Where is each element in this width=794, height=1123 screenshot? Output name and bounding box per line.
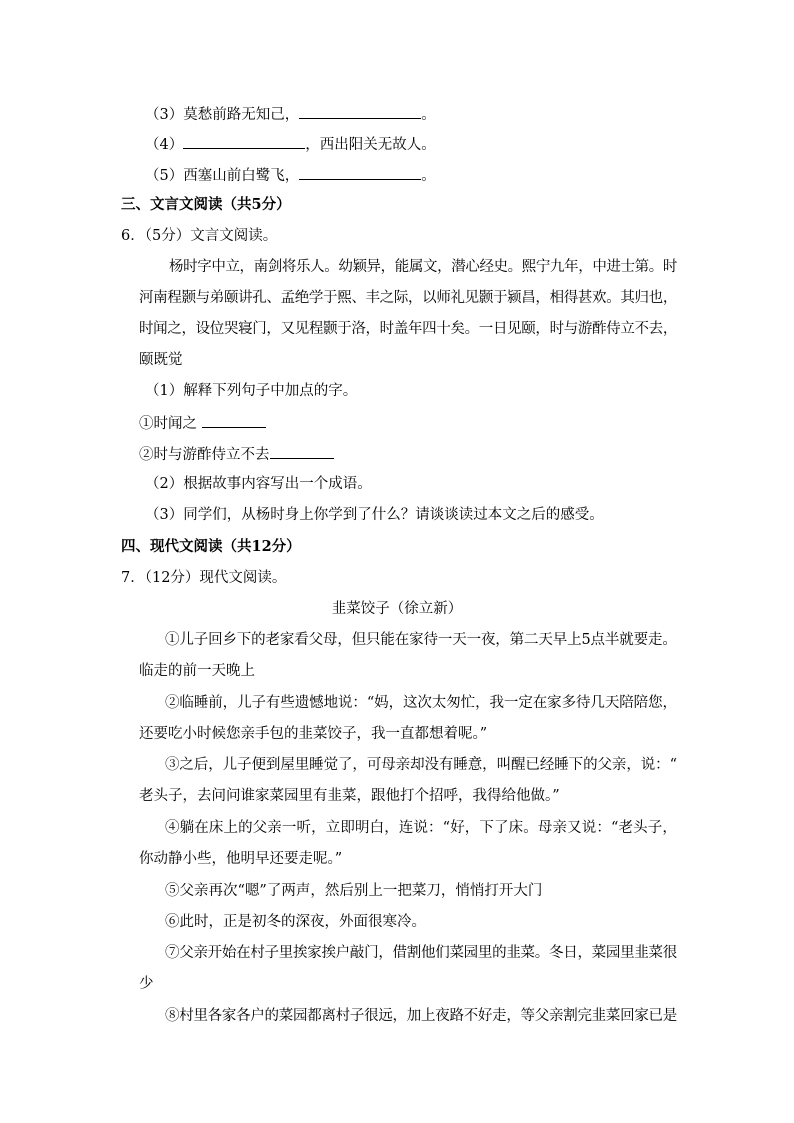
article-paragraph-1-line-1: ①儿子回乡下的老家看父母，但只能在家待一天一夜，第二天早上5点半就要走。	[165, 632, 677, 648]
poem-item-4	[145, 133, 436, 155]
sub-question-1b	[139, 443, 334, 465]
punct: 。	[421, 168, 436, 184]
article-paragraph-4-line-2: 你动静小些，他明早还要走呢。”	[139, 851, 343, 867]
sub-question-1b-text: ②时与游酢侍立不去	[139, 447, 270, 463]
answer-blank[interactable]	[299, 103, 421, 119]
section-heading-modern: 四、现代文阅读（共12分）	[121, 538, 301, 555]
sub-question-1a-text: ①时闻之	[139, 416, 197, 432]
answer-blank[interactable]	[299, 164, 421, 180]
answer-blank[interactable]	[270, 443, 334, 459]
article-paragraph-2-line-1: ②临睡前，儿子有些遗憾地说：“妈，这次太匆忙，我一定在家多待几天陪陪您，	[165, 695, 677, 711]
article-paragraph-4-line-1: ④躺在床上的父亲一听，立即明白，连说：“好，下了床。母亲又说：“老头子，	[165, 820, 677, 836]
article-paragraph-5: ⑤父亲再次“嗯”了两声，然后别上一把菜刀，悄悄打开大门	[165, 883, 543, 899]
sub-question-1: （1）解释下列句子中加点的字。	[145, 383, 358, 399]
passage-line: 颐既觉	[139, 352, 183, 368]
article-paragraph-6: ⑥此时，正是初冬的深夜，外面很寒冷。	[165, 914, 426, 930]
passage-line: 时闻之，设位哭寝门，又见程颢于洛，时盖年四十矣。一日见颐，时与游酢侍立不去，	[139, 321, 677, 337]
poem-item-4-text: ，西出阳关无故人。	[305, 137, 436, 153]
poem-item-3	[145, 103, 436, 125]
article-paragraph-7-line-1: ⑦父亲开始在村子里挨家挨户敲门，借割他们菜园里的韭菜。冬日，菜园里韭菜很	[165, 945, 677, 961]
article-paragraph-7-line-2: 少	[139, 976, 154, 992]
answer-blank[interactable]	[202, 412, 266, 428]
poem-item-4-label: （4）	[145, 137, 184, 153]
question-6-label: 6．（5分）文言文阅读。	[121, 228, 278, 244]
article-title: 韭菜饺子（徐立新）	[331, 601, 463, 617]
sub-question-2: （2）根据故事内容写出一个成语。	[145, 476, 372, 492]
poem-item-5	[145, 164, 436, 186]
passage-line: 河南程颢与弟颐讲孔、孟绝学于熙、丰之际，以师礼见颢于颍昌，相得甚欢。其归也，	[139, 290, 677, 306]
sub-question-1a	[139, 412, 266, 434]
article-paragraph-1-line-2: 临走的前一天晚上	[139, 663, 255, 679]
article-paragraph-3-line-2: 老头子，去问问谁家菜园里有韭菜，跟他打个招呼，我得给他做。”	[139, 788, 560, 804]
section-heading-classical: 三、文言文阅读（共5分）	[121, 196, 291, 213]
punct: 。	[421, 107, 436, 123]
passage-line: 杨时字中立，南剑将乐人。幼颖异，能属文，潜心经史。熙宁九年，中进士第。时	[169, 259, 677, 275]
question-7-label: 7．（12分）现代文阅读。	[121, 570, 287, 586]
answer-blank[interactable]	[183, 133, 305, 149]
article-paragraph-2-line-2: 还要吃小时候您亲手包的韭菜饺子，我一直都想着呢。”	[139, 726, 488, 742]
poem-item-5-text: （5）西塞山前白鹭飞，	[145, 168, 300, 184]
article-paragraph-8-line-1: ⑧村里各家各户的菜园都离村子很远，加上夜路不好走，等父亲割完韭菜回家已是	[165, 1008, 677, 1024]
article-paragraph-3-line-1: ③之后，儿子便到屋里睡觉了，可母亲却没有睡意，叫醒已经睡下的父亲，说：“	[165, 757, 677, 773]
sub-question-3: （3）同学们，从杨时身上你学到了什么？请谈谈读过本文之后的感受。	[145, 507, 604, 523]
poem-item-3-text: （3）莫愁前路无知己，	[145, 107, 300, 123]
